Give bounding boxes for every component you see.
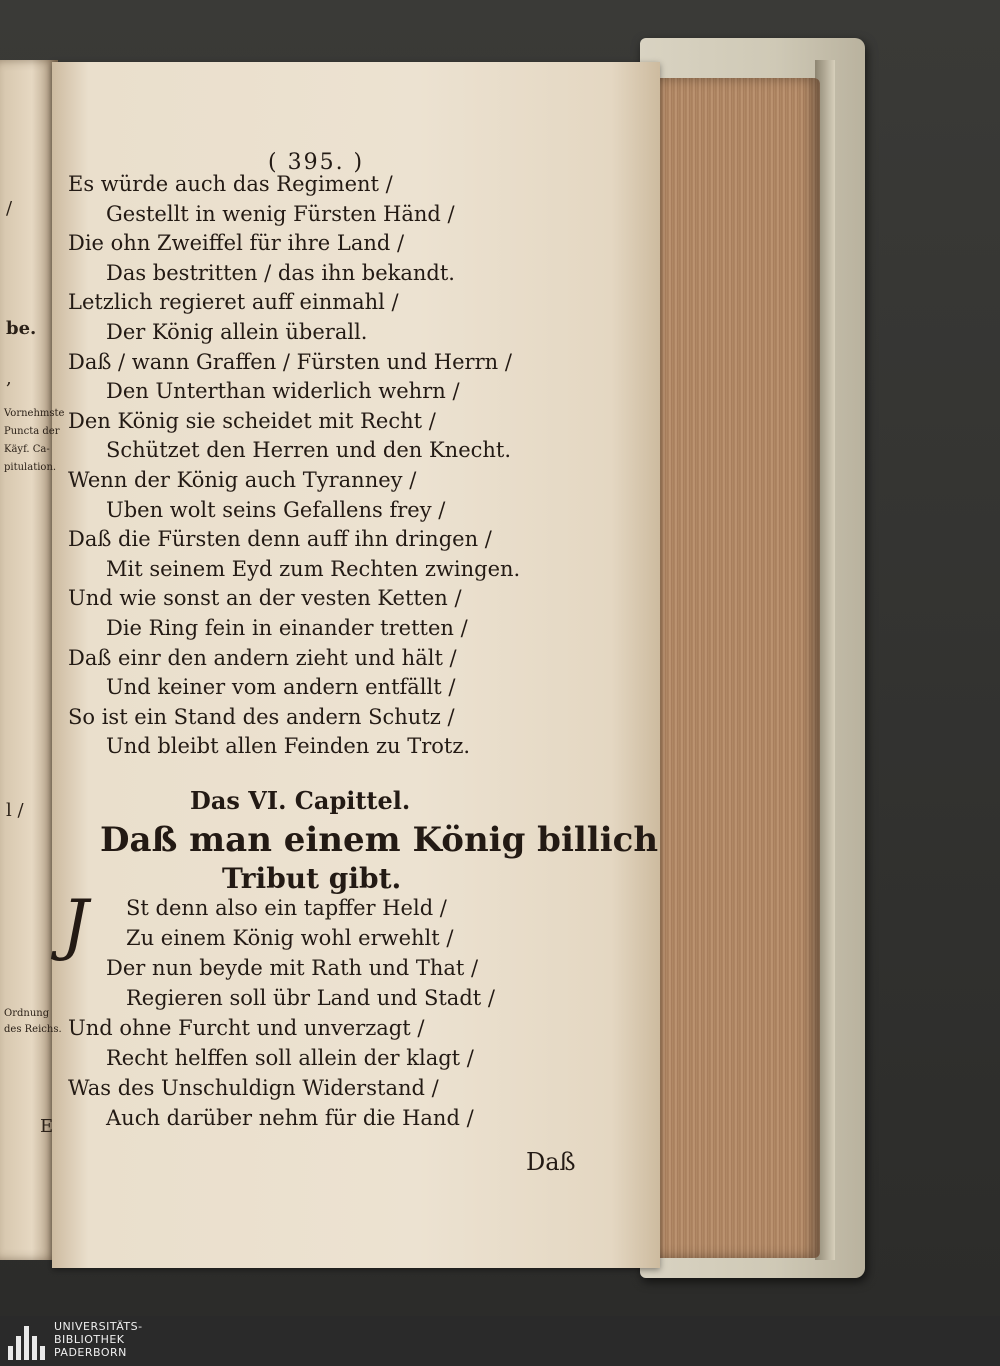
verse-line: Daß / wann Graffen / Fürsten und Herrn / — [68, 349, 512, 374]
library-logo-icon — [8, 1322, 46, 1360]
verse-line: Daß die Fürsten denn auff ihn dringen / — [68, 527, 492, 552]
verse-line: Gestellt in wenig Fürsten Händ / — [106, 201, 455, 226]
left-margin-be: be. — [6, 318, 37, 339]
logo-line: PADERBORN — [54, 1346, 127, 1359]
chapter-title: Daß man einem König billich — [100, 820, 659, 860]
left-margin-comma: , — [6, 368, 12, 389]
margin-note-line: pitulation. — [4, 462, 57, 473]
verse-line: Und keiner vom andern entfällt / — [106, 675, 456, 700]
verse-line: Wenn der König auch Tyranney / — [68, 468, 417, 492]
verse-line: Uben wolt seins Gefallens frey / — [106, 497, 446, 522]
left-margin-letter: E — [40, 1116, 54, 1137]
catchword: Daß — [526, 1148, 576, 1176]
verse-line: Was des Unschuldign Widerstand / — [68, 1076, 439, 1100]
left-margin-slash-mid: l / — [6, 800, 24, 821]
verse-line: St denn also ein tapffer Held / — [126, 896, 447, 920]
drop-cap: J — [62, 886, 89, 963]
verse-line: Und wie sonst an der vesten Ketten / — [68, 586, 462, 611]
verse-line: Und ohne Furcht und unverzagt / — [68, 1016, 425, 1040]
margin-note-line: Puncta der — [4, 426, 60, 437]
verse-line: Der nun beyde mit Rath und That / — [106, 956, 479, 980]
verse-line: Den König sie scheidet mit Recht / — [68, 408, 436, 433]
footer-bar — [0, 1316, 1000, 1366]
verse-line: Und bleibt allen Feinden zu Trotz. — [106, 734, 471, 759]
verse-line: Recht helffen soll allein der klagt / — [106, 1046, 474, 1070]
logo-line: BIBLIOTHEK — [54, 1333, 125, 1346]
verse-line: Daß einr den andern zieht und hält / — [68, 645, 457, 670]
verse-line: Der König allein überall. — [106, 320, 368, 344]
verse-line: Mit seinem Eyd zum Rechten zwingen. — [106, 556, 521, 581]
page-number: ( 395. ) — [268, 150, 365, 175]
verse-line: Es würde auch das Regiment / — [68, 172, 393, 196]
margin-note-line: Ordnung — [4, 1008, 50, 1019]
margin-note-line: des Reichs. — [4, 1024, 62, 1035]
left-page — [0, 60, 58, 1260]
verse-line: Den Unterthan widerlich wehrn / — [106, 379, 460, 404]
verse-line: Das bestritten / das ihn bekandt. — [106, 260, 455, 285]
left-margin-slash: / — [6, 198, 13, 219]
chapter-number: Das VI. Capittel. — [190, 786, 411, 815]
verse-line: Letzlich regieret auff einmahl / — [68, 290, 399, 315]
verse-line: So ist ein Stand des andern Schutz / — [68, 704, 455, 729]
verse-line: Die Ring fein in einander tretten / — [106, 616, 468, 640]
chapter-title-line2: Tribut gibt. — [222, 862, 402, 895]
verse-line: Die ohn Zweiffel für ihre Land / — [68, 231, 405, 256]
verse-line: Regieren soll übr Land und Stadt / — [126, 986, 495, 1010]
page-fore-edge — [660, 78, 820, 1258]
verse-line: Zu einem König wohl erwehlt / — [126, 926, 454, 950]
verse-line: Auch darüber nehm für die Hand / — [106, 1106, 474, 1130]
verse-line: Schützet den Herren und den Knecht. — [106, 438, 512, 463]
margin-note-line: Vornehmste — [4, 408, 65, 419]
margin-note-line: Käyf. Ca- — [4, 444, 50, 455]
library-logo-text — [54, 1320, 143, 1359]
logo-line: UNIVERSITÄTS- — [54, 1320, 143, 1333]
